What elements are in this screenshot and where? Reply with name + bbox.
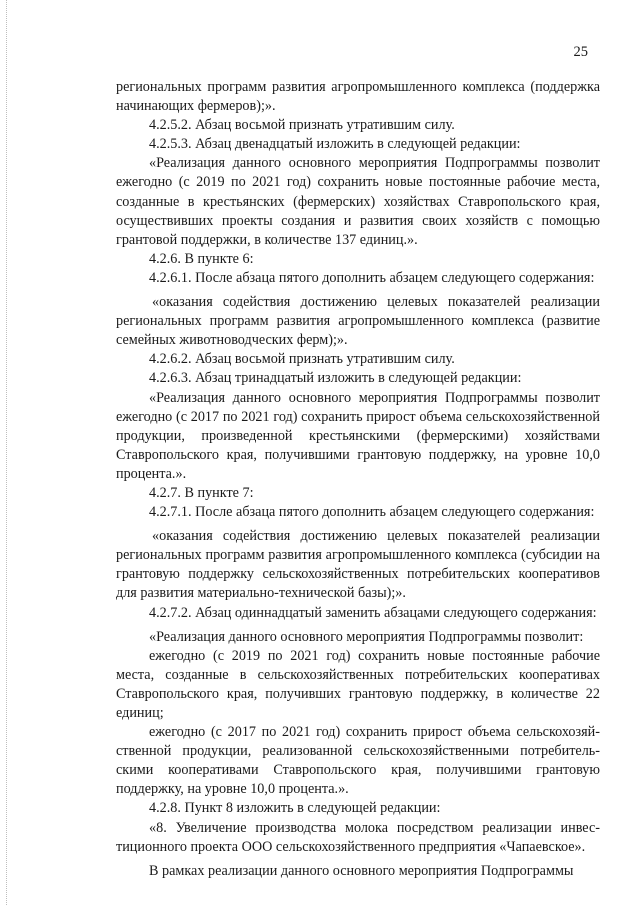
page-number: 25 — [573, 44, 588, 60]
paragraph: 4.2.6.2. Абзац восьмой признать утратившим силу. — [149, 351, 455, 368]
paragraph: 4.2.7.1. После абзаца пятого дополнить абзацем следующего содержания: — [149, 504, 595, 521]
document-body — [116, 78, 600, 881]
paragraph: 4.2.7. В пункте 7: — [149, 484, 254, 501]
paragraph: ежегодно (с 2017 по 2021 год) сохранить прирост объема сельскохозяйственной продукции, реализованной сельскохозяйственными потребительскими кооперативами Ставропольского края, получившими грантовую поддержку, на уровне 10,0 процента.». — [116, 724, 600, 798]
paragraph: 4.2.6.1. После абзаца пятого дополнить абзацем следующего содержания: — [149, 269, 595, 286]
paragraph: 4.2.8. Пункт 8 изложить в следующей редакции: — [149, 800, 441, 817]
paragraph: «оказания содействия достижению целевых показателей реализации региональных программ развития агропромышленного комплекса (субсидии на грантовую поддержку сельскохозяйственных потребительских кооперативов для развития материально-технической базы);». — [116, 528, 600, 602]
paragraph: «оказания содействия достижению целевых показателей реализации региональных программ развития агропромышленного комплекса (развитие семейных животноводческих ферм);». — [116, 294, 600, 349]
paragraph: В рамках реализации данного основного мероприятия Подпрограммы — [149, 862, 574, 879]
paragraph: 4.2.5.3. Абзац двенадцатый изложить в следующей редакции: — [149, 136, 521, 153]
paragraph: «Реализация данного основного мероприятия Подпрограммы позволит ежегодно (с 2019 по 2021 год) сохранить новые постоянные рабочие места, созданные в крестьянских (фермерских) хозяйствах Ставропольского края, осуществивших проекты создания и развития своих хозяйств с помощью грантовой поддержки, в количестве 137 единиц.». — [116, 155, 600, 248]
paragraph: 4.2.5.2. Абзац восьмой признать утратившим силу. — [149, 117, 455, 134]
page-edge-line — [6, 0, 7, 905]
paragraph: 4.2.6.3. Абзац тринадцатый изложить в следующей редакции: — [149, 370, 522, 387]
paragraph: 4.2.6. В пункте 6: — [149, 250, 254, 267]
paragraph: «8. Увеличение производства молока посредством реализации инвестиционного проекта ООО сельскохозяйственного предприятия «Чапаевское». — [116, 819, 600, 855]
paragraph: региональных программ развития агропромышленного комплекса (поддержка начинающих фермеров);». — [116, 79, 600, 115]
paragraph: ежегодно (с 2019 по 2021 год) сохранить новые постоянные рабочие места, созданные в сельскохозяйственных потребительских кооперативах Ставропольского края, получивших грантовую поддержку, в количестве 22 единиц; — [116, 647, 600, 721]
paragraph: 4.2.7.2. Абзац одиннадцатый заменить абзацами следующего содержания: — [149, 604, 597, 621]
paragraph: «Реализация данного основного мероприятия Подпрограммы позволит ежегодно (с 2017 по 2021 год) сохранить прирост объема сельскохозяйственной продукции, произведенной крестьянскими (фермерскими) хозяйствами Ставропольского края, получившими грантовую поддержку, на уровне 10,0 процента.». — [116, 389, 600, 482]
paragraph: «Реализация данного основного мероприятия Подпрограммы позволит: — [149, 628, 584, 645]
